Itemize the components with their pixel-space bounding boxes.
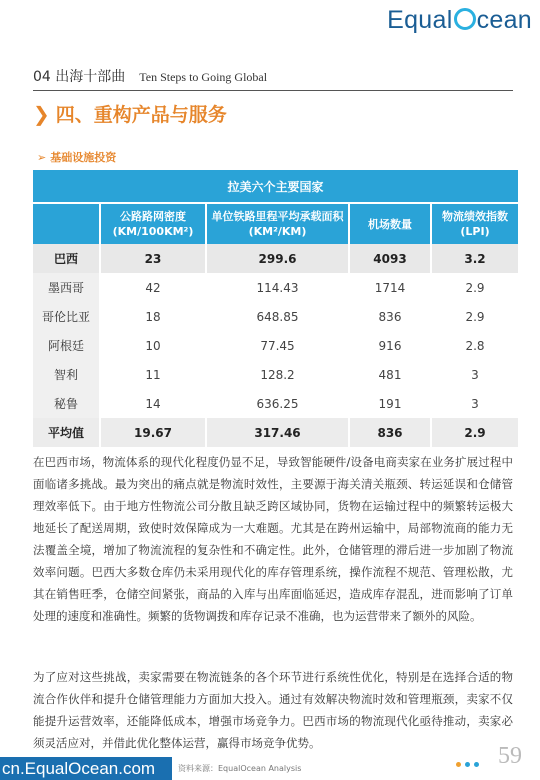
table-cell: 648.85 [207, 302, 350, 331]
table-row-label: 哥伦比亚 [33, 302, 101, 331]
subsection-heading [37, 149, 116, 165]
table-cell: 191 [350, 389, 432, 418]
table-cell: 836 [350, 302, 432, 331]
table-cell: 14 [101, 389, 207, 418]
table-header-row [33, 204, 518, 244]
table-row-label: 墨西哥 [33, 273, 101, 302]
table-cell: 299.6 [207, 244, 350, 273]
table-cell: 2.8 [465, 338, 485, 353]
table-cell: 114.43 [207, 273, 350, 302]
table-cell: 3.2 [432, 244, 518, 273]
table-title: 拉美六个主要国家 [33, 170, 518, 204]
page-number: 59 [498, 743, 522, 769]
latam-infrastructure-table [33, 170, 518, 447]
chapter-heading [33, 66, 267, 86]
table-row [33, 418, 518, 447]
table-row [33, 244, 518, 273]
table-cell: 636.25 [207, 389, 350, 418]
table-cell: 836 [350, 418, 432, 447]
table-cell: 19.67 [101, 418, 207, 447]
table-column-header: 单位铁路里程平均承载面积 (KM²/KM) [207, 204, 350, 244]
table-cell: 42 [101, 273, 207, 302]
table-row [33, 331, 518, 360]
section-heading [33, 100, 227, 127]
table-cell: 481 [350, 360, 432, 389]
table-cell: 3 [471, 396, 479, 411]
subsection-title: 基础设施投资 [50, 151, 117, 164]
table-row [33, 360, 518, 389]
table-column-header [33, 204, 101, 244]
chevron-right-icon: ❯ [33, 102, 50, 126]
table-cell: 11 [101, 360, 207, 389]
table-cell: 77.45 [207, 331, 350, 360]
table-column-header: 公路路网密度 (KM/100KM²) [101, 204, 207, 244]
table-cell: 128.2 [207, 360, 350, 389]
table-row-label: 巴西 [33, 244, 101, 273]
table-cell: 2.9 [432, 418, 518, 447]
table-cell: 2.9 [465, 280, 485, 295]
table-body [33, 244, 518, 447]
chevron-right-small-icon: ➢ [37, 151, 47, 164]
header-divider [33, 90, 513, 91]
body-paragraph-2: 为了应对这些挑战，卖家需要在物流链条的各个环节进行系统性优化，特别是在选择合适的物流合作伙伴和提升仓储管理能力方面加大投入。通过有效解决物流时效和管理瓶颈，卖家不仅能提升运营效率，还能降低成本，增强市场竞争力。巴西市场的物流现代化亟待推动，卖家必须灵活应对，并借此优化整体运营，赢得市场竞争优势。 [33, 670, 513, 750]
chapter-title-en: Ten Steps to Going Global [139, 70, 268, 84]
footer-url[interactable]: cn.EqualOcean.com [0, 757, 172, 780]
chapter-title: 04 出海十部曲 [33, 69, 126, 85]
table-cell: 1714 [350, 273, 432, 302]
table-cell: 3 [471, 367, 479, 382]
table-cell: 317.46 [207, 418, 350, 447]
table-row [33, 273, 518, 302]
table-cell: 2.9 [465, 309, 485, 324]
page-dots-icon [456, 752, 483, 771]
table-cell: 10 [101, 331, 207, 360]
table-column-header: 机场数量 [350, 204, 432, 244]
section-title: 四、重构产品与服务 [55, 104, 227, 126]
table-cell: 18 [101, 302, 207, 331]
logo-o-ring-icon [454, 8, 476, 30]
table-row-label: 秘鲁 [33, 389, 101, 418]
table-row [33, 389, 518, 418]
table-column-header: 物流绩效指数 (LPI) [432, 204, 518, 244]
source-note: 资料来源：EqualOcean Analysis [178, 764, 302, 773]
brand-logo: Equal cean [387, 6, 532, 34]
table-cell: 916 [350, 331, 432, 360]
table-row-label: 阿根廷 [33, 331, 101, 360]
table-cell: 23 [101, 244, 207, 273]
body-paragraph-1: 在巴西市场，物流体系的现代化程度仍显不足，导致智能硬件/设备电商卖家在业务扩展过程中面临诸多挑战。最为突出的痛点就是物流时效性，主要源于海关清关瓶颈、转运延误和仓储管理效率低下。由于地方性物流公司分散且缺乏跨区域协同，货物在运输过程中的频繁转运极大地延长了配送周期，致使时效保障成为一大难题。尤其是在跨州运输中，局部物流商的能力无法覆盖全境，增加了物流流程的复杂性和不确定性。此外，仓储管理的滞后进一步加剧了物流效率问题。巴西大多数仓库仍未采用现代化的库存管理系统，操作流程不规范、管理松散，尤其在销售旺季，仓储空间紧张，商品的入库与出库面临延迟，造成库存混乱，进而影响了订单处理的速度和准确性。频繁的货物调拨和库存记录不准确，也为运营带来了额外的风险。 [33, 455, 513, 623]
table-row-label: 平均值 [33, 418, 101, 447]
table-row-label: 智利 [33, 360, 101, 389]
table-row [33, 302, 518, 331]
table-cell: 4093 [350, 244, 432, 273]
